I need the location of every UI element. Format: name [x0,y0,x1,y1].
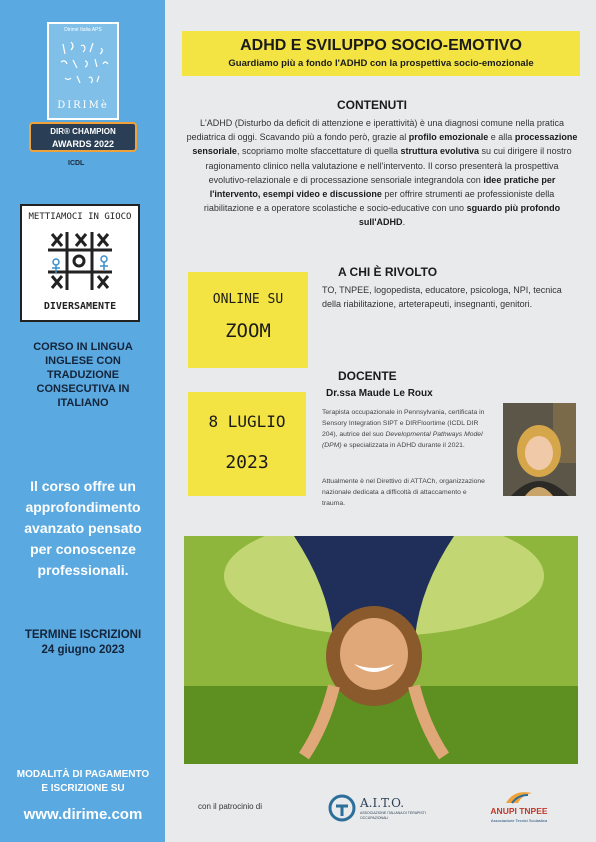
docente-portrait [503,403,576,496]
anupi-emblem-icon [504,789,534,805]
language-note: CORSO IN LINGUA INGLESE CON TRADUZIONE CONSECUTIVA IN ITALIANO [33,341,133,409]
page-subtitle: Guardiamo più a fondo l'ADHD con la prospettiva socio-emozionale [228,58,534,69]
aito-subtitle: ASSOCIAZIONE ITALIANA DI TERAPISTI OCCUPAZIONALI [360,811,426,820]
docente-bio-2: Attualmente è nel Direttivo di ATTACh, organizzazione nazionale dedicata a difficoltà di attaccamento e trauma. [322,478,485,507]
docente-bio [322,407,488,451]
contenuti-text [186,116,578,230]
contenuti-bold: profilo emozionale [408,132,489,143]
bio-italic: Developmental Pathways Model (DPM) [322,431,483,449]
contenuti-part: L'ADHD (Disturbo da deficit di attenzione e iperattività) è una diagnosi comune nella pratica pediatrica di oggi. Scavando più a fondo però, grazie al [186,118,564,143]
anupi-subtitle: Associazione Tecnici Scolastica [490,818,548,823]
page-title: ADHD E SVILUPPO SOCIO-EMOTIVO [240,37,522,54]
award-line2: AWARDS 2022 [51,139,115,149]
sidebar [0,0,165,842]
mode-highlight [188,272,308,368]
mode-line2: ZOOM [225,320,271,342]
contenuti-bold: sguardo più profondo sull'ADHD [358,203,561,228]
contenuti-bold: idee pratiche per l'intervento, esempi video e discussione [209,174,556,200]
contenuti-heading: CONTENUTI [337,98,407,112]
dirime-logo: DIRIMè [57,100,109,111]
registration-deadline [12,628,154,658]
payment-info [8,768,158,796]
award-line1: DIR® CHAMPION [50,127,116,136]
contenuti-part: . [402,217,406,228]
anupi-name: ANUPI TNPEE [490,806,548,816]
contenuti-part: e alla [488,132,515,143]
icdl-logo: ICDL [68,160,85,167]
deadline-date: 24 giugno 2023 [41,644,125,656]
contenuti-bold: struttura evolutiva [400,146,480,157]
scribble-icon [49,34,117,98]
dirime-award-badge [47,22,119,154]
contenuti-part: per offrire strumenti ae professioniste della riabilitazione e a operatore scolastiche e socio-educative con uno [203,189,555,214]
course-offer-text: Il corso offre un approfondimento avanzato pensato per conoscenze professionali. [24,478,142,578]
docente-name: Dr.ssa Maude Le Roux [326,388,433,399]
contenuti-part: , scopriamo molte sfaccettature di quella [236,146,401,157]
date-highlight [188,392,306,496]
title-banner [182,31,580,76]
aito-logo [328,792,428,824]
game-subtitle: DIVERSAMENTE [43,301,117,312]
game-title: METTIAMOCI IN GIOCO [28,212,132,222]
photo-illustration [184,536,578,764]
badge-org: Dirimè Italia APS [64,27,102,33]
sponsor-label: con il patrocinio di [198,802,263,811]
bio-part: e specializzata in ADHD durante il 2021. [341,442,465,449]
bio-part: Terapista occupazionale in Pennsylvania, certificata in Sensory Integration SIPT e DIRFloortime (ICDL DIR 204), autrice del suo [322,409,485,438]
payment-line2: E ISCRIZIONE SU [41,783,125,794]
award-ribbon [29,122,137,152]
portrait-illustration [503,403,576,496]
aito-name: A.I.T.O. [360,796,405,810]
deadline-label: TERMINE ISCRIZIONI [24,629,142,641]
audience-text: TO, TNPEE, logopedista, educatore, psicologa, NPI, tecnica della riabilitazione, arteterapeuti, insegnanti, genitori. [322,285,562,309]
docente-heading: DOCENTE [338,369,397,383]
anupi-logo [476,789,562,827]
child-photo [184,536,578,764]
game-logo [20,204,140,322]
tic-tac-toe-icon [22,226,138,296]
payment-line1: MODALITÀ DI PAGAMENTO [16,769,150,780]
dirime-logo-box [47,22,119,120]
date-year: 2023 [225,452,269,473]
contenuti-bold: processazione sensoriale [192,132,578,157]
contenuti-part: su cui dirigere il nostro ragionamento clinico nella valutazione e nell'intervento. Il corso presenterà la prospettiva evolutivo-relazionale e di processazione sensoriale integrandola con [205,146,572,185]
audience-heading: A CHI È RIVOLTO [338,265,438,279]
website-link[interactable]: www.dirime.com [23,806,143,823]
mode-line1: ONLINE SU [212,292,284,307]
aito-emblem-icon [328,794,356,822]
date-day: 8 LUGLIO [208,412,286,431]
